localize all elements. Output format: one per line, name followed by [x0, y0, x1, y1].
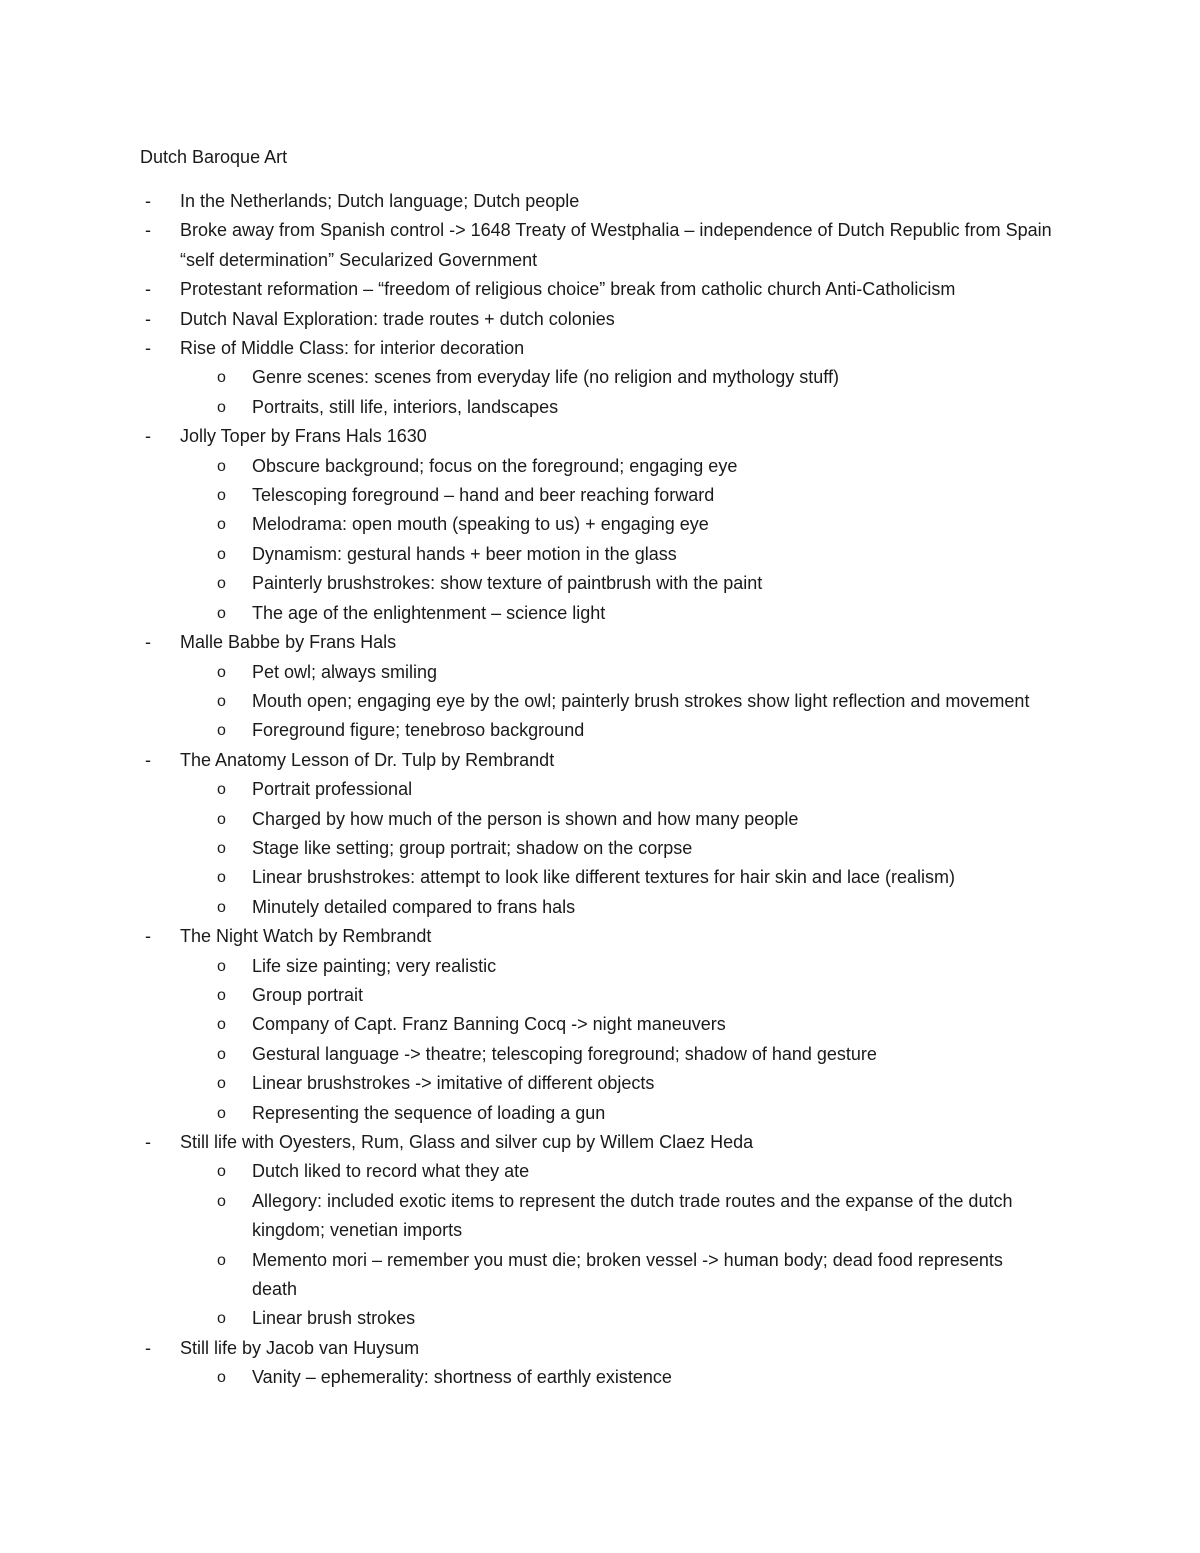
list-item-text: In the Netherlands; Dutch language; Dutch people	[180, 191, 580, 211]
dash-bullet-icon: -	[145, 308, 151, 329]
sub-list-item	[0, 716, 1200, 745]
sub-list-item-text: Foreground figure; tenebroso background	[252, 720, 585, 741]
circle-bullet-icon: o	[217, 369, 226, 387]
sub-list-item	[0, 1010, 1200, 1039]
sub-list-item	[0, 863, 1200, 892]
sub-list-item	[0, 510, 1200, 539]
sub-list-item-text: Portrait professional	[252, 779, 413, 800]
list-item-text: Still life with Oyesters, Rum, Glass and silver cup by Willem Claez Heda	[180, 1132, 754, 1152]
circle-bullet-icon: o	[217, 398, 226, 416]
dash-bullet-icon: -	[145, 632, 151, 653]
sub-list-item-text: Obscure background; focus on the foreground; engaging eye	[252, 455, 738, 476]
circle-bullet-icon: o	[217, 575, 226, 593]
dash-bullet-icon: -	[145, 926, 151, 947]
sub-list-item	[0, 952, 1200, 981]
list-item-text: Still life by Jacob van Huysum	[180, 1337, 420, 1358]
dash-bullet-icon: -	[145, 220, 151, 241]
list-item	[0, 1128, 1200, 1157]
dash-bullet-icon: -	[145, 426, 151, 447]
sub-list-item-text: Telescoping foreground – hand and beer reaching forward	[252, 485, 715, 506]
sub-list-item-text: Representing the sequence of loading a gun	[252, 1102, 606, 1123]
sub-list-item-text: Gestural language -> theatre; telescoping foreground; shadow of hand gesture	[252, 1043, 877, 1064]
sub-list-item-text: Allegory: included exotic items to represent the dutch trade routes and the expanse of the dutch kingdom; venetian imports	[252, 1190, 1013, 1241]
circle-bullet-icon: o	[217, 457, 226, 475]
sub-list-item-text: Charged by how much of the person is shown and how many people	[252, 808, 799, 829]
circle-bullet-icon: o	[217, 545, 226, 563]
dash-bullet-icon: -	[145, 1132, 151, 1152]
list-item-text: Dutch Naval Exploration: trade routes + dutch colonies	[180, 308, 615, 329]
sub-list-item	[0, 363, 1200, 392]
circle-bullet-icon: o	[217, 1163, 226, 1181]
circle-bullet-icon: o	[217, 986, 226, 1004]
sub-list-item-text: Mouth open; engaging eye by the owl; painterly brush strokes show light reflection and movement	[252, 690, 1030, 711]
sub-list-item	[0, 981, 1200, 1010]
list-item	[0, 922, 1200, 951]
sub-list-item-text: Memento mori – remember you must die; broken vessel -> human body; dead food represents death	[252, 1249, 1003, 1300]
dash-bullet-icon: -	[145, 279, 151, 300]
sub-list-item	[0, 687, 1200, 716]
list-item	[0, 275, 1200, 304]
dash-bullet-icon: -	[145, 1337, 151, 1358]
sub-list-item-text: Company of Capt. Franz Banning Cocq -> night maneuvers	[252, 1014, 726, 1035]
sub-list-item	[0, 540, 1200, 569]
sub-list-item-text: Vanity – ephemerality: shortness of earthly existence	[252, 1367, 672, 1388]
list-item	[0, 305, 1200, 334]
circle-bullet-icon: o	[217, 1369, 226, 1387]
circle-bullet-icon: o	[217, 663, 226, 681]
sub-list-item	[0, 834, 1200, 863]
dash-bullet-icon: -	[145, 749, 151, 770]
circle-bullet-icon: o	[217, 1045, 226, 1063]
sub-list-item-text: Genre scenes: scenes from everyday life (no religion and mythology stuff)	[252, 367, 839, 388]
list-item-text: The Anatomy Lesson of Dr. Tulp by Rembrandt	[180, 749, 555, 770]
circle-bullet-icon: o	[217, 1310, 226, 1328]
circle-bullet-icon: o	[217, 1251, 226, 1269]
sub-list-item	[0, 599, 1200, 628]
list-item	[0, 422, 1200, 451]
circle-bullet-icon: o	[217, 1104, 226, 1122]
list-item-text: The Night Watch by Rembrandt	[180, 926, 432, 947]
sub-list-item	[0, 805, 1200, 834]
circle-bullet-icon: o	[217, 810, 226, 828]
circle-bullet-icon: o	[217, 692, 226, 710]
sub-list-item-text: Portraits, still life, interiors, landscapes	[252, 396, 559, 417]
list-item	[0, 628, 1200, 657]
dash-bullet-icon: -	[145, 191, 151, 211]
circle-bullet-icon: o	[217, 516, 226, 534]
sub-list-item-text: Linear brush strokes	[252, 1308, 416, 1329]
sub-list-item	[0, 393, 1200, 422]
circle-bullet-icon: o	[217, 957, 226, 975]
list-item	[0, 746, 1200, 775]
sub-list-item	[0, 1099, 1200, 1128]
circle-bullet-icon: o	[217, 898, 226, 916]
sub-list-item	[0, 1069, 1200, 1098]
sub-list-item	[0, 481, 1200, 510]
list-item	[0, 334, 1200, 363]
sub-list-item	[0, 1246, 1200, 1305]
sub-list-item-text: Pet owl; always smiling	[252, 661, 438, 682]
sub-list-item	[0, 1157, 1200, 1186]
list-item	[0, 187, 1200, 216]
sub-list-item	[0, 1363, 1200, 1392]
circle-bullet-icon: o	[217, 1075, 226, 1093]
sub-list-item	[0, 569, 1200, 598]
sub-list-item-text: Stage like setting; group portrait; shadow on the corpse	[252, 837, 693, 858]
circle-bullet-icon: o	[217, 487, 226, 505]
circle-bullet-icon: o	[217, 722, 226, 740]
list-item-text: Broke away from Spanish control -> 1648 Treaty of Westphalia – independence of Dutch Republic from Spain “self determination” Secularized Government	[180, 220, 1052, 270]
circle-bullet-icon: o	[217, 1016, 226, 1034]
sub-list-item	[0, 452, 1200, 481]
sub-list-item-text: Linear brushstrokes: attempt to look like different textures for hair skin and lace (realism)	[252, 867, 955, 888]
sub-list-item	[0, 658, 1200, 687]
sub-list-item	[0, 1040, 1200, 1069]
bullet-list	[0, 187, 1200, 1393]
list-item-text: Jolly Toper by Frans Hals 1630	[180, 426, 427, 447]
sub-list-item	[0, 1187, 1200, 1246]
sub-list-item	[0, 1304, 1200, 1333]
circle-bullet-icon: o	[217, 1192, 226, 1210]
document-title: Dutch Baroque Art	[140, 147, 288, 167]
sub-list-item-text: Life size painting; very realistic	[252, 955, 497, 976]
circle-bullet-icon: o	[217, 781, 226, 799]
list-item	[0, 216, 1200, 275]
list-item-text: Protestant reformation – “freedom of religious choice” break from catholic church Anti-Catholicism	[180, 279, 956, 300]
sub-list-item-text: Painterly brushstrokes: show texture of paintbrush with the paint	[252, 573, 763, 594]
dash-bullet-icon: -	[145, 338, 151, 359]
list-item	[0, 1334, 1200, 1363]
sub-list-item-text: Group portrait	[252, 984, 364, 1005]
sub-list-item-text: Dynamism: gestural hands + beer motion in the glass	[252, 543, 677, 564]
sub-list-item-text: Linear brushstrokes -> imitative of different objects	[252, 1073, 655, 1094]
sub-list-item-text: The age of the enlightenment – science light	[252, 602, 606, 623]
sub-list-item	[0, 893, 1200, 922]
sub-list-item-text: Minutely detailed compared to frans hals	[252, 896, 576, 917]
circle-bullet-icon: o	[217, 604, 226, 622]
list-item-text: Rise of Middle Class: for interior decoration	[180, 338, 525, 359]
circle-bullet-icon: o	[217, 839, 226, 857]
circle-bullet-icon: o	[217, 869, 226, 887]
sub-list-item-text: Melodrama: open mouth (speaking to us) + engaging eye	[252, 514, 709, 535]
sub-list-item	[0, 775, 1200, 804]
list-item-text: Malle Babbe by Frans Hals	[180, 632, 397, 653]
sub-list-item-text: Dutch liked to record what they ate	[252, 1161, 530, 1182]
